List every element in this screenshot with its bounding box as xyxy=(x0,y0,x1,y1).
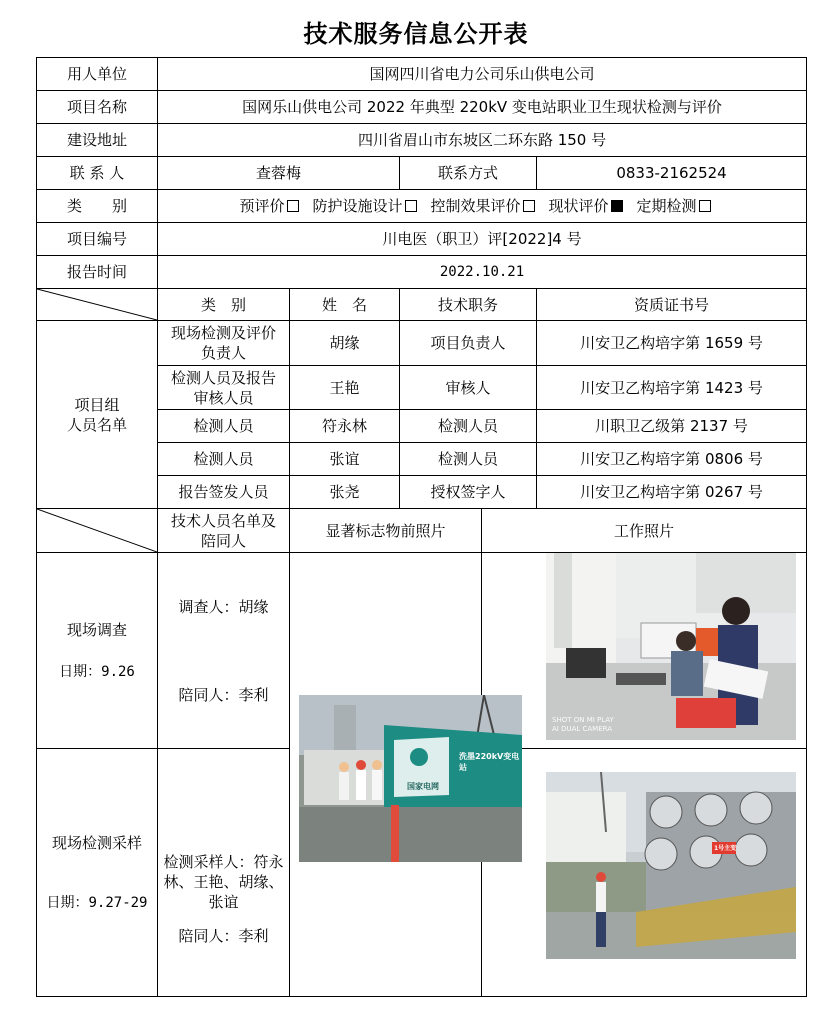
office-work-photo xyxy=(546,553,796,740)
people-header xyxy=(158,509,290,553)
project-no-value: 川电医（职卫）评[2022]4 号 xyxy=(158,223,807,256)
project-no-label: 项目编号 xyxy=(37,223,158,256)
role-line: 负责人 xyxy=(200,344,246,362)
project-no-row xyxy=(37,223,807,256)
header-line: 陪同人 xyxy=(200,531,246,550)
watermark-line: SHOT ON MI PLAY xyxy=(552,716,614,724)
category-option xyxy=(313,197,431,215)
substation-sign-illustration xyxy=(299,695,522,862)
report-time-label: 报告时间 xyxy=(37,256,158,289)
category-row xyxy=(37,190,807,223)
checkbox xyxy=(523,200,535,212)
header-category: 类 别 xyxy=(158,289,290,321)
checkbox xyxy=(611,200,623,212)
member-title: 检测人员 xyxy=(400,410,537,443)
project-name-label: 项目名称 xyxy=(37,91,158,124)
sign-logo-text: 国家电网 xyxy=(407,782,439,791)
sampling-label-cell xyxy=(37,749,158,997)
category-option xyxy=(637,197,725,215)
survey-people-cell xyxy=(158,553,290,749)
group-label-line: 人员名单 xyxy=(66,415,127,434)
member-cert: 川职卫乙级第 2137 号 xyxy=(537,410,807,443)
member-cert: 川安卫乙构培字第 0267 号 xyxy=(537,476,807,509)
survey-escort: 陪同人：李利 xyxy=(178,685,269,704)
office-illustration xyxy=(546,553,796,740)
role-line: 现场检测及评价 xyxy=(170,324,276,342)
report-time-row xyxy=(37,256,807,289)
photo-watermark xyxy=(552,716,614,734)
category-label: 类 别 xyxy=(37,190,158,223)
contact-name: 查蓉梅 xyxy=(158,157,400,190)
team-group-label xyxy=(37,321,158,509)
member-title: 审核人 xyxy=(400,366,537,410)
member-cert: 川安卫乙构培字第 1423 号 xyxy=(537,366,807,410)
member-name: 张谊 xyxy=(290,443,400,476)
member-title: 检测人员 xyxy=(400,443,537,476)
contact-row xyxy=(37,157,807,190)
address-label: 建设地址 xyxy=(37,124,158,157)
member-name: 张尧 xyxy=(290,476,400,509)
category-option xyxy=(431,197,549,215)
diagonal-line xyxy=(37,509,157,552)
contact-phone: 0833-2162524 xyxy=(537,157,807,190)
category-option xyxy=(239,197,312,215)
transformer-illustration xyxy=(546,772,796,959)
page-title: 技术服务信息公开表 xyxy=(303,20,529,48)
work-photo-header: 工作照片 xyxy=(482,509,807,553)
member-role xyxy=(158,366,290,410)
employer-label: 用人单位 xyxy=(37,58,158,91)
address-value: 四川省眉山市东坡区二环东路 150 号 xyxy=(158,124,807,157)
member-title: 授权签字人 xyxy=(400,476,537,509)
header-cert: 资质证书号 xyxy=(537,289,807,321)
sampling-escort: 陪同人：李利 xyxy=(178,926,269,945)
checkbox xyxy=(405,200,417,212)
role-line: 检测人员及报告 xyxy=(170,368,276,387)
landmark-photo-header: 显著标志物前照片 xyxy=(290,509,482,553)
member-name: 王艳 xyxy=(290,366,400,410)
sampling-date: 日期：9.27-29 xyxy=(46,894,148,911)
header-name: 姓 名 xyxy=(290,289,400,321)
option-label: 防护设施设计 xyxy=(312,197,403,215)
landmark-sign-photo xyxy=(299,695,522,862)
employer-row xyxy=(37,58,807,91)
project-name-value: 国网乐山供电公司 2022 年典型 220kV 变电站职业卫生现状检测与评价 xyxy=(158,91,807,124)
header-title: 技术职务 xyxy=(400,289,537,321)
sampling-label: 现场检测采样 xyxy=(51,833,142,852)
sign-station-text: 洗墨220kV变电站 xyxy=(459,752,520,772)
member-name: 胡缘 xyxy=(290,321,400,366)
member-cert: 川安卫乙构培字第 1659 号 xyxy=(537,321,807,366)
table-row xyxy=(37,321,807,366)
team-header-row xyxy=(37,289,807,321)
diagonal-header-cell xyxy=(37,509,158,553)
address-row xyxy=(37,124,807,157)
role-line: 审核人员 xyxy=(193,388,254,407)
contact-label: 联 系 人 xyxy=(37,157,158,190)
member-role xyxy=(158,321,290,366)
member-cert: 川安卫乙构培字第 0806 号 xyxy=(537,443,807,476)
transformer-label: 1号主变 xyxy=(714,845,737,852)
member-role: 检测人员 xyxy=(158,410,290,443)
survey-investigator: 调查人：胡缘 xyxy=(178,597,269,616)
option-label: 预评价 xyxy=(239,197,285,215)
group-label-line: 项目组 xyxy=(74,395,120,414)
diagonal-header-cell xyxy=(37,289,158,321)
project-name-row xyxy=(37,91,807,124)
sampling-people-cell xyxy=(158,749,290,997)
checkbox xyxy=(699,200,711,212)
member-role: 报告签发人员 xyxy=(158,476,290,509)
option-label: 现状评价 xyxy=(548,197,609,215)
report-time-value: 2022.10.21 xyxy=(158,256,807,289)
option-label: 控制效果评价 xyxy=(430,197,521,215)
member-title: 项目负责人 xyxy=(400,321,537,366)
survey-date: 日期：9.26 xyxy=(59,663,135,680)
contact-method-label: 联系方式 xyxy=(400,157,537,190)
survey-label: 现场调查 xyxy=(66,620,127,639)
member-name: 符永林 xyxy=(290,410,400,443)
category-options xyxy=(158,190,807,223)
watermark-line: AI DUAL CAMERA xyxy=(552,725,613,733)
diagonal-line xyxy=(37,289,157,320)
activity-header-row xyxy=(37,509,807,553)
category-option xyxy=(549,197,637,215)
member-role: 检测人员 xyxy=(158,443,290,476)
employer-value: 国网四川省电力公司乐山供电公司 xyxy=(158,58,807,91)
header-line: 技术人员名单及 xyxy=(170,511,276,530)
sampling-samplers: 检测采样人：符永林、王艳、胡缘、张谊 xyxy=(163,852,284,911)
checkbox xyxy=(287,200,299,212)
option-label: 定期检测 xyxy=(636,197,697,215)
survey-label-cell xyxy=(37,553,158,749)
transformer-work-photo xyxy=(546,772,796,959)
